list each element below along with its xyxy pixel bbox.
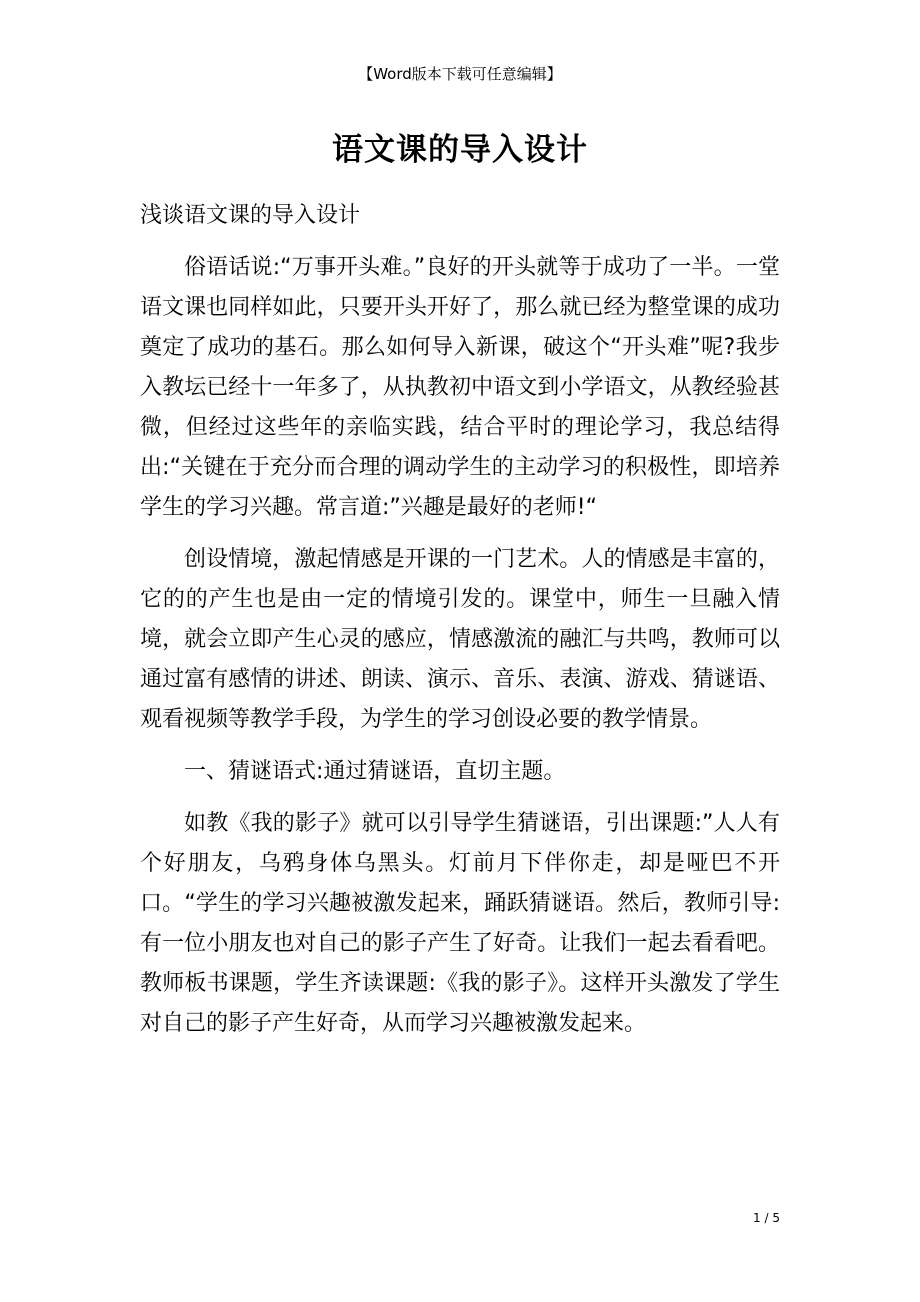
- page-title: 语文课的导入设计: [332, 132, 588, 168]
- page-number: 1 / 5: [753, 1211, 780, 1225]
- download-note: 【Word版本下载可任意编辑】: [358, 65, 562, 83]
- paragraph-situation: 创设情境，激起情感是开课的一门艺术。人的情感是丰富的，它的的产生也是由一定的情境引发的。课堂中，师生一旦融入情境，就会立即产生心灵的感应，情感激流的融汇与共鸣，教师可以通过富有感情的讲述、朗读、演示、音乐、表演、游戏、猜谜语、观看视频等教学手段，为学生的学习创设必要的教学情景。: [140, 547, 780, 732]
- section-heading-riddle: 一、猜谜语式:通过猜谜语，直切主题。: [184, 759, 566, 784]
- paragraph-riddle-example: 如教《我的影子》就可以引导学生猜谜语，引出课题:”人人有个好朋友，乌鸦身体乌黑头。灯前月下伴你走，却是哑巴不开口。“学生的学习兴趣被激发起来，踊跃猜谜语。然后，教师引导:有一位小朋友也对自己的影子产生了好奇。让我们一起去看看吧。教师板书课题，学生齐读课题:《我的影子》。这样开头激发了学生对自己的影子产生好奇，从而学习兴趣被激发起来。: [140, 811, 780, 1036]
- paragraph-intro: 俗语话说:“万事开头难。”良好的开头就等于成功了一半。一堂语文课也同样如此，只要开头开好了，那么就已经为整堂课的成功奠定了成功的基石。那么如何导入新课，破这个“开头难”呢?我步入教坛已经十一年多了，从执教初中语文到小学语文，从教经验甚微，但经过这些年的亲临实践，结合平时的理论学习，我总结得出:“关键在于充分而合理的调动学生的主动学习的积极性，即培养学生的学习兴趣。常言道:”兴趣是最好的老师!“: [140, 255, 780, 520]
- document-body: [140, 196, 780, 1056]
- document-subtitle: 浅谈语文课的导入设计: [140, 203, 361, 228]
